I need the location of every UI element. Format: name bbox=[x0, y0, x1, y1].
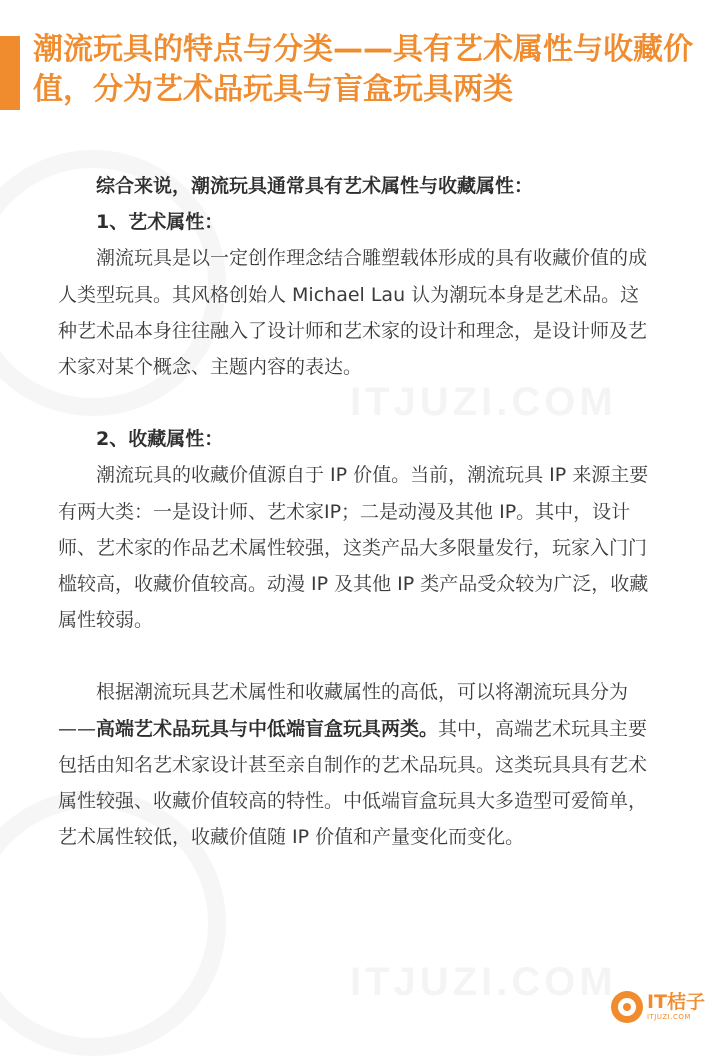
title-accent-bar bbox=[0, 36, 20, 110]
section-body-art: 潮流玩具是以一定创作理念结合雕塑载体形成的具有收藏价值的成人类型玩具。其风格创始人 Michael Lau 认为潮玩本身是艺术品。这种艺术品本身往往融入了设计师和艺术家的设计和理念，是设计师及艺术家对某个概念、主题内容的表达。 bbox=[58, 247, 648, 379]
summary-emphasis: 高端艺术品玩具与中低端盲盒玩具两类。 bbox=[96, 717, 439, 740]
watermark-text-bottom bbox=[350, 960, 617, 1005]
page-title: 潮流玩具的特点与分类——具有艺术属性与收藏价值，分为艺术品玩具与盲盒玩具两类 bbox=[33, 32, 693, 107]
intro-paragraph: 综合来说，潮流玩具通常具有艺术属性与收藏属性： bbox=[96, 175, 534, 197]
orange-logo-icon bbox=[611, 991, 643, 1023]
brand-logo bbox=[611, 991, 705, 1023]
section-heading-art: 1、艺术属性： bbox=[96, 211, 224, 234]
logo-text bbox=[647, 993, 705, 1021]
summary-paragraph bbox=[58, 674, 658, 855]
section-body-collect: 潮流玩具的收藏价值源自于 IP 价值。当前，潮流玩具 IP 来源主要有两大类：一是设计师、艺术家IP；二是动漫及其他 IP。其中，设计师、艺术家的作品艺术属性较强，这类产品大多限量发行，玩家入门门槛较高，收藏价值较高。动漫 IP 及其他 IP 类产品受众较为广泛，收藏属性较弱。 bbox=[58, 464, 649, 632]
section-heading-collect: 2、收藏属性： bbox=[96, 428, 224, 451]
logo-name: IT桔子 bbox=[646, 991, 705, 1013]
paragraph-gap bbox=[58, 638, 658, 674]
summary-lead: 根据潮流玩具艺术属性和收藏属性的高低，可以将潮流玩具分为—— bbox=[58, 681, 629, 740]
paragraph-gap bbox=[58, 385, 658, 421]
logo-url: ITJUZI.COM bbox=[646, 1013, 691, 1021]
document-body bbox=[58, 168, 658, 855]
summary-rest: 其中，高端艺术玩具主要包括由知名艺术家设计甚至亲自制作的艺术品玩具。这类玩具具有艺术属性较强、收藏价值较高的特性。中低端盲盒玩具大多造型可爱简单，艺术属性较低，收藏价值随 IP 价值和产量变化而变化。 bbox=[58, 717, 648, 849]
